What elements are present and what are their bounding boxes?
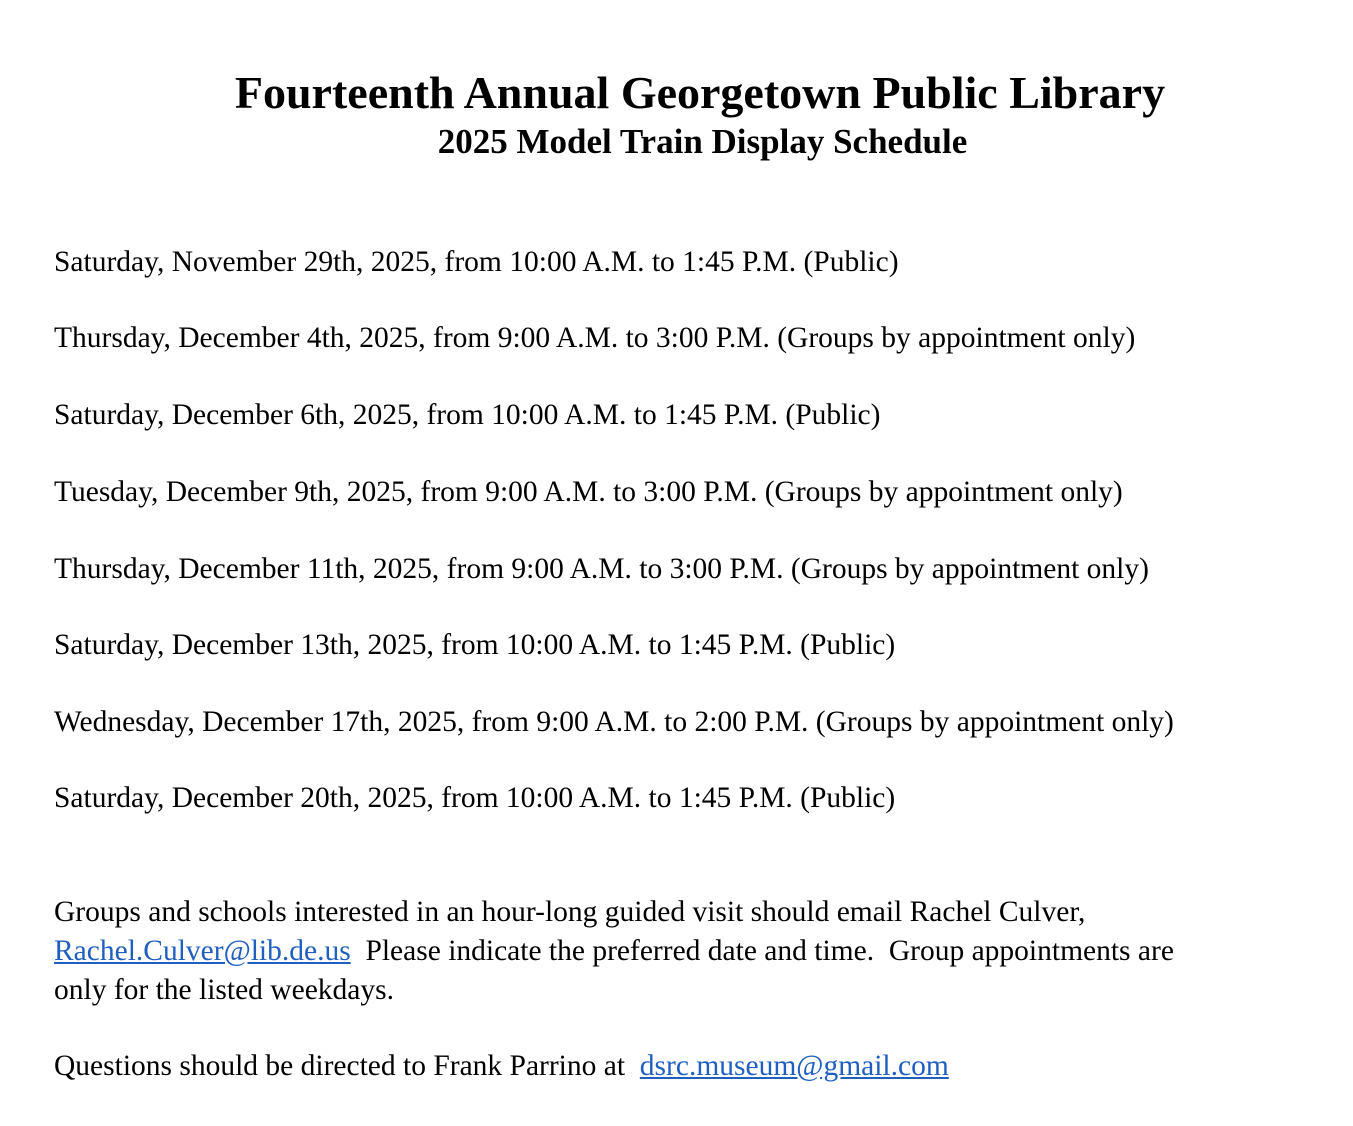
schedule-item: Tuesday, December 9th, 2025, from 9:00 A.M. to 3:00 P.M. (Groups by appointment only) xyxy=(54,476,1123,508)
page-subtitle: 2025 Model Train Display Schedule xyxy=(437,122,968,161)
schedule-item: Saturday, November 29th, 2025, from 10:00 A.M. to 1:45 P.M. (Public) xyxy=(54,246,899,278)
groups-info-line xyxy=(54,932,1334,971)
questions-text: Questions should be directed to Frank Parrino at xyxy=(54,1050,640,1082)
schedule-item: Saturday, December 13th, 2025, from 10:00 A.M. to 1:45 P.M. (Public) xyxy=(54,629,896,661)
questions-paragraph xyxy=(54,1047,1334,1086)
schedule-item: Saturday, December 20th, 2025, from 10:00 A.M. to 1:45 P.M. (Public) xyxy=(54,782,896,814)
page-title: Fourteenth Annual Georgetown Public Library xyxy=(234,67,1166,118)
schedule-item: Saturday, December 6th, 2025, from 10:00 A.M. to 1:45 P.M. (Public) xyxy=(54,399,881,431)
schedule-item: Thursday, December 11th, 2025, from 9:00 A.M. to 3:00 P.M. (Groups by appointment only) xyxy=(54,553,1149,585)
schedule-item: Wednesday, December 17th, 2025, from 9:00 A.M. to 2:00 P.M. (Groups by appointment only) xyxy=(54,706,1174,738)
schedule-item: Thursday, December 4th, 2025, from 9:00 A.M. to 3:00 P.M. (Groups by appointment only) xyxy=(54,322,1136,354)
questions-line xyxy=(54,1047,1334,1086)
groups-info-text: Please indicate the preferred date and time. Group appointments are xyxy=(350,935,1174,967)
groups-info-paragraph xyxy=(54,893,1334,1010)
rachel-email-link[interactable]: Rachel.Culver@lib.de.us xyxy=(54,935,351,967)
groups-info-line: Groups and schools interested in an hour-long guided visit should email Rachel Culver, xyxy=(54,896,1086,928)
museum-email-link[interactable]: dsrc.museum@gmail.com xyxy=(639,1050,949,1082)
groups-info-line: only for the listed weekdays. xyxy=(54,974,394,1006)
